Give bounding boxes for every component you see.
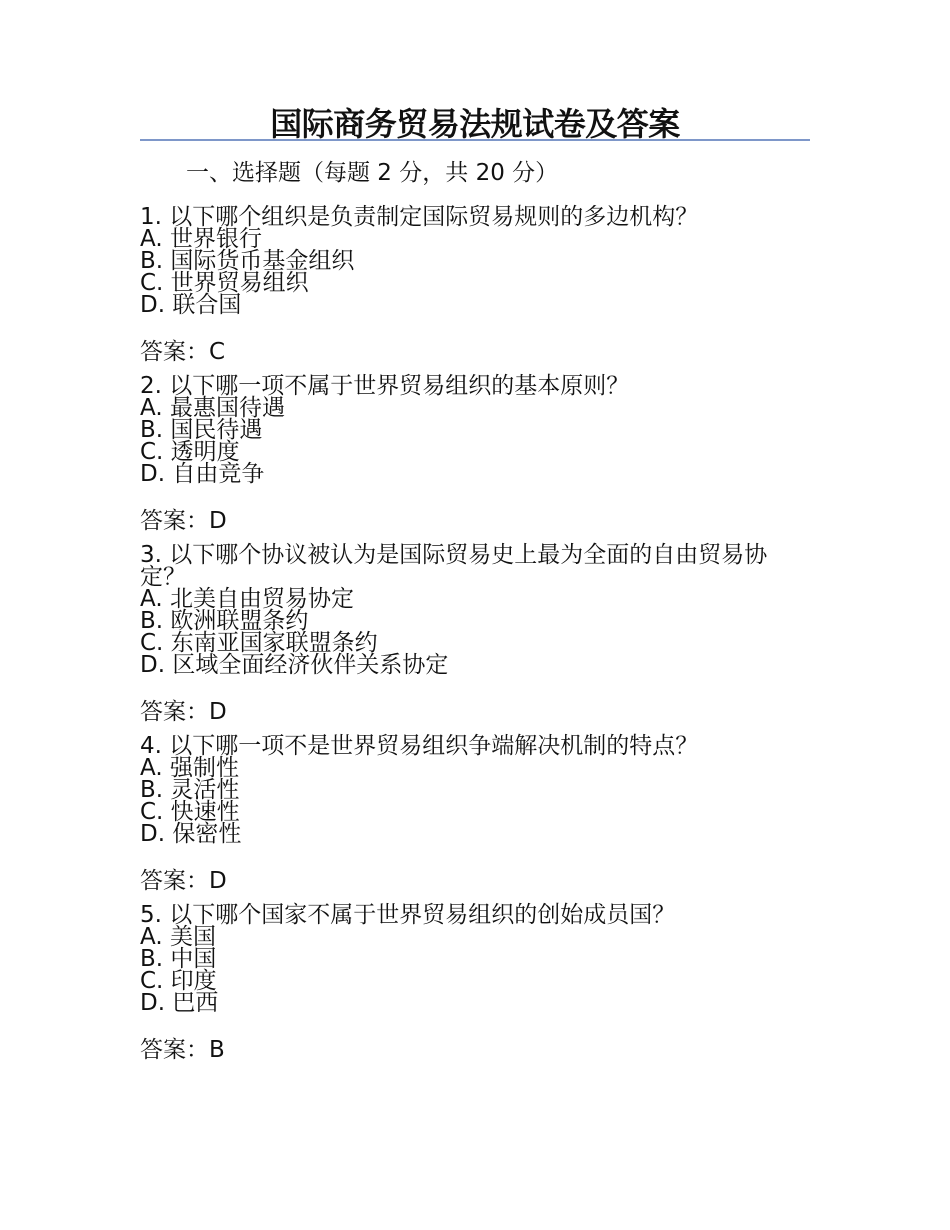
document-title: 国际商务贸易法规试卷及答案	[270, 105, 680, 143]
option-a: A. 世界银行	[140, 226, 262, 252]
option-b: B. 欧洲联盟条约	[140, 608, 309, 634]
option-c: C. 世界贸易组织	[140, 270, 309, 296]
question-block-4	[140, 735, 810, 896]
option-c: C. 印度	[140, 968, 217, 994]
option-b: B. 灵活性	[140, 777, 240, 803]
question-text: 5. 以下哪个国家不属于世界贸易组织的创始成员国？	[140, 902, 676, 928]
title-underline	[140, 139, 810, 141]
option-c: C. 东南亚国家联盟条约	[140, 630, 378, 656]
question-text: 2. 以下哪一项不属于世界贸易组织的基本原则？	[140, 373, 630, 399]
question-text: 1. 以下哪个组织是负责制定国际贸易规则的多边机构？	[140, 204, 699, 230]
answer-text: 答案：D	[140, 868, 227, 894]
option-c: C. 透明度	[140, 439, 240, 465]
option-a: A. 美国	[140, 924, 216, 950]
option-b: B. 国民待遇	[140, 417, 263, 443]
answer-text: 答案：D	[140, 508, 227, 534]
option-b: B. 国际货币基金组织	[140, 248, 355, 274]
option-a: A. 北美自由贸易协定	[140, 586, 354, 612]
questions-list	[140, 200, 810, 1065]
option-a: A. 最惠国待遇	[140, 395, 285, 421]
option-d: D. 区域全面经济伙伴关系协定	[140, 652, 449, 678]
option-d: D. 自由竞争	[140, 461, 265, 487]
option-c: C. 快速性	[140, 799, 240, 825]
answer-text: 答案：B	[140, 1037, 225, 1063]
question-block-5	[140, 904, 810, 1065]
option-b: B. 中国	[140, 946, 217, 972]
option-a: A. 强制性	[140, 755, 239, 781]
option-d: D. 联合国	[140, 292, 242, 318]
option-d: D. 巴西	[140, 990, 219, 1016]
section-heading: 一、选择题（每题 2 分，共 20 分）	[186, 160, 559, 186]
question-text: 4. 以下哪一项不是世界贸易组织争端解决机制的特点？	[140, 733, 699, 759]
answer-text: 答案：C	[140, 339, 226, 365]
answer-text: 答案：D	[140, 699, 227, 725]
question-block-3	[140, 544, 810, 727]
question-block-2	[140, 375, 810, 536]
option-d: D. 保密性	[140, 821, 242, 847]
question-block-1	[140, 206, 810, 367]
question-text: 3. 以下哪个协议被认为是国际贸易史上最为全面的自由贸易协定？	[140, 542, 768, 590]
